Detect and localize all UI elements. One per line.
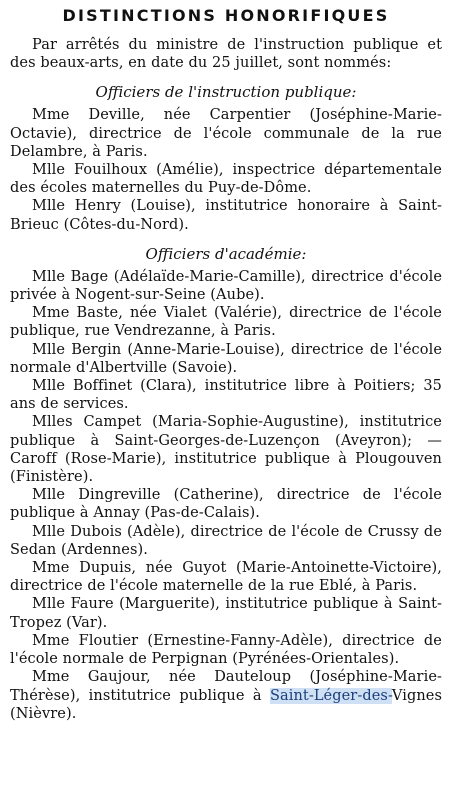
list-item: Mme Deville, née Carpentier (Joséphine-Marie-Octavie), directrice de l'école communale de la rue Delambre, à Paris. [10,107,442,160]
entry-text: Vignes (Nièvre). [10,687,442,722]
highlighted-text[interactable]: Saint-Léger-des- [269,687,392,704]
entry-text: Mme Gaujour, née Dauteloup (Joséphine-Marie-Thérèse), institutrice publique à [10,669,442,704]
list-item-last [10,668,442,723]
list-item: Mlle Dubois (Adèle), directrice de l'école de Crussy de Sedan (Ardennes). [10,523,442,558]
list-item: Mme Floutier (Ernestine-Fanny-Adèle), directrice de l'école normale de Perpignan (Pyrénées-Orientales). [10,632,442,668]
list-item: Mlle Bage (Adélaïde-Marie-Camille), directrice d'école privée à Nogent-sur-Seine (Aube). [10,268,442,304]
list-item: Mme Baste, née Vialet (Valérie), directrice de l'école publique, rue Vendrezanne, à Paris. [10,305,442,340]
list-item: Mlles Campet (Maria-Sophie-Augustine), institutrice publique à Saint-Georges-de-Luzençon (Aveyron); — Caroff (Rose-Marie), institutrice publique à Plougouven (Finistère). [10,414,442,486]
list-item: Mlle Fouilhoux (Amélie), inspectrice départementale des écoles maternelles du Puy-de-Dôme. [10,162,442,197]
list-item: Mlle Bergin (Anne-Marie-Louise), directrice de l'école normale d'Albertville (Savoie). [10,341,442,376]
page-title: DISTINCTIONS HONORIFIQUES [62,6,390,25]
section-heading-officiers-academie: Officiers d'académie: [145,244,307,263]
section-heading-officiers-instruction: Officiers de l'instruction publique: [95,83,357,102]
list-item: Mme Dupuis, née Guyot (Marie-Antoinette-Victoire), directrice de l'école maternelle de la rue Eblé, à Paris. [10,560,442,595]
list-item: Mlle Boffinet (Clara), institutrice libre à Poitiers; 35 ans de services. [10,378,442,413]
list-item: Mlle Faure (Marguerite), institutrice publique à Saint-Tropez (Var). [10,596,442,631]
list-item: Mlle Henry (Louise), institutrice honoraire à Saint-Brieuc (Côtes-du-Nord). [10,198,442,233]
intro-paragraph: Par arrêtés du ministre de l'instruction publique et des beaux-arts, en date du 25 juillet, sont nommés: [10,37,442,72]
list-item: Mlle Dingreville (Catherine), directrice de l'école publique à Annay (Pas-de-Calais). [10,487,442,522]
